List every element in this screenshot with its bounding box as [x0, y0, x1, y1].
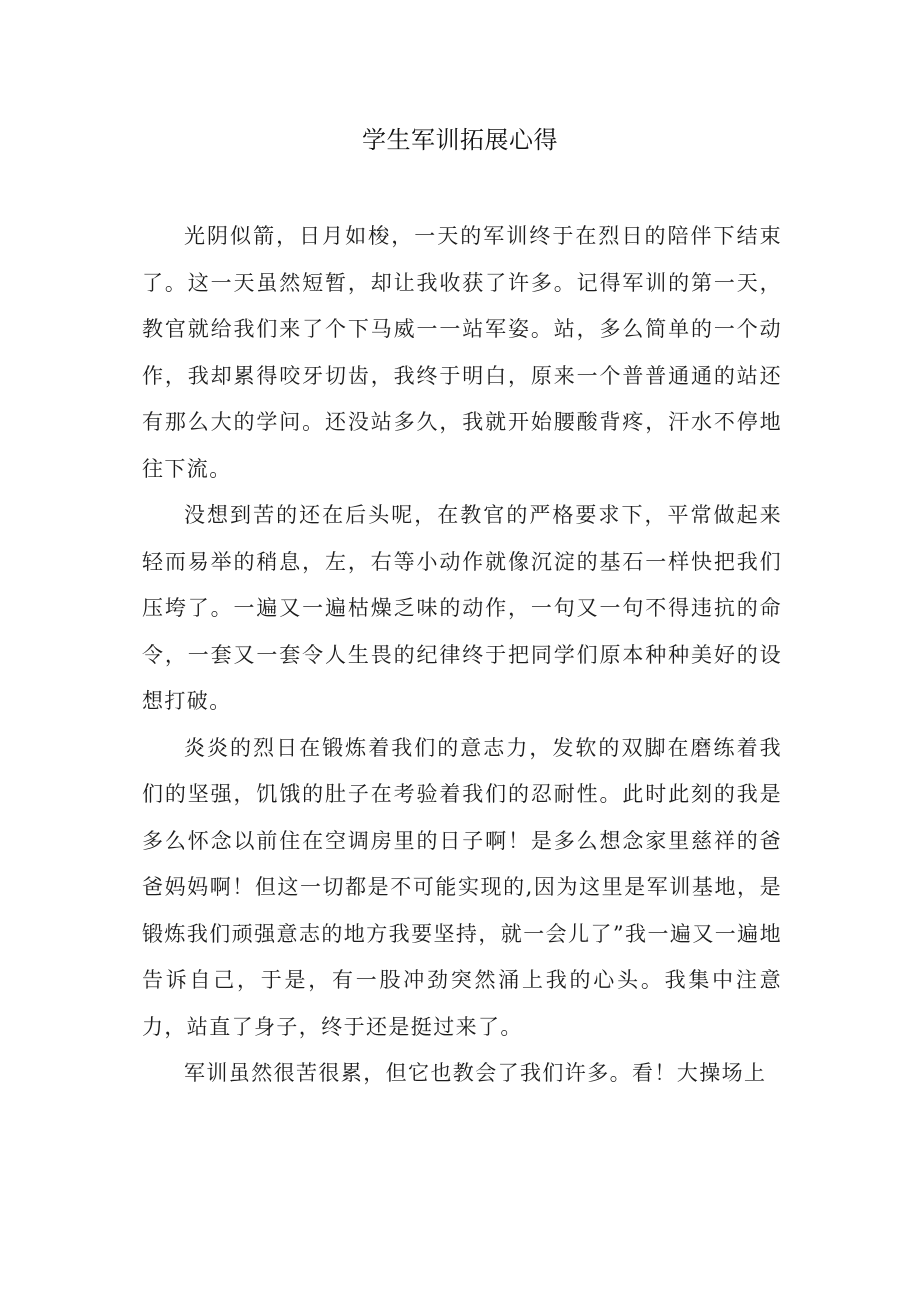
document-title: 学生军训拓展心得 — [362, 126, 558, 154]
paragraph-2: 没想到苦的还在后头呢，在教官的严格要求下，平常做起来轻而易举的稍息，左，右等小动作就像沉淀的基石一样快把我们压垮了。一遍又一遍枯燥乏味的动作，一句又一句不得违抗的命令，一套又一套令人生畏的纪律终于把同学们原本种种美好的设想打破。 — [142, 503, 782, 713]
paragraph-3: 炎炎的烈日在锻炼着我们的意志力，发软的双脚在磨练着我们的坚强，饥饿的肚子在考验着我们的忍耐性。此时此刻的我是多么怀念以前住在空调房里的日子啊！是多么想念家里慈祥的爸爸妈妈啊！但这一切都是不可能实现的,因为这里是军训基地，是锻炼我们顽强意志的地方我要坚持，就一会儿了”我一遍又一遍地告诉自己，于是，有一股冲劲突然涌上我的心头。我集中注意力，站直了身子，终于还是挺过来了。 — [142, 735, 782, 1039]
paragraph-4: 军训虽然很苦很累，但它也教会了我们许多。看！大操场上 — [184, 1061, 767, 1085]
paragraph-1: 光阴似箭，日月如梭，一天的军训终于在烈日的陪伴下结束了。这一天虽然短暂，却让我收获了许多。记得军训的第一天，教官就给我们来了个下马威一一站军姿。站，多么简单的一个动作，我却累得咬牙切齿，我终于明白，原来一个普普通通的站还有那么大的学问。还没站多久，我就开始腰酸背疼，汗水不停地往下流。 — [142, 224, 782, 481]
document-body — [142, 213, 782, 1097]
